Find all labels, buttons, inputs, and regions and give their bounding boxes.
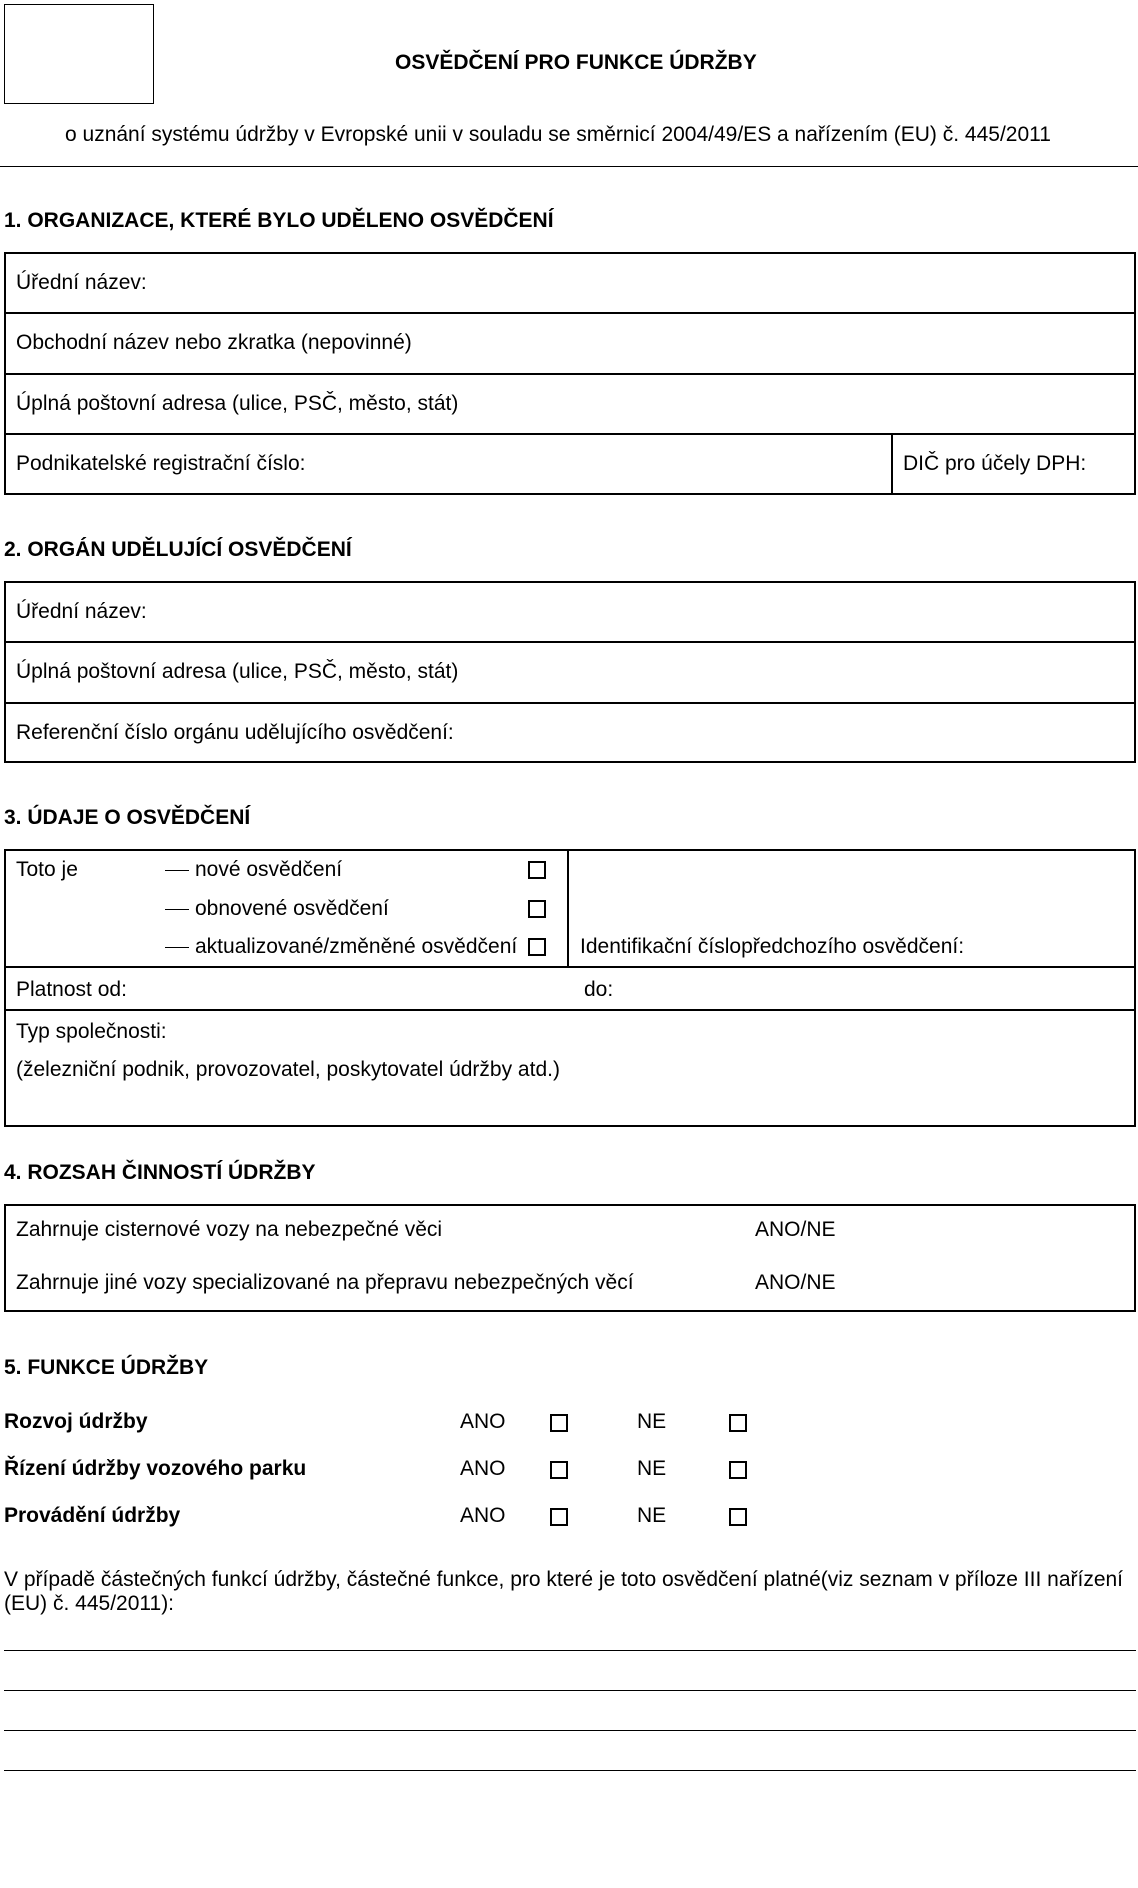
section3-col-divider bbox=[567, 849, 569, 967]
valid-to-field[interactable]: do: bbox=[584, 978, 614, 1001]
function-yes-checkbox[interactable] bbox=[550, 1414, 568, 1432]
section1-row-divider bbox=[4, 373, 1136, 375]
new-certificate-checkbox[interactable] bbox=[528, 861, 546, 879]
section5-heading: 5. FUNKCE ÚDRŽBY bbox=[4, 1356, 209, 1379]
section2-row-divider bbox=[4, 641, 1136, 643]
option-renewed: obnovené osvědčení bbox=[165, 897, 389, 921]
org-address-field[interactable]: Úplná poštovní adresa (ulice, PSČ, město, stát) bbox=[16, 392, 459, 415]
company-type-field[interactable]: Typ společnosti: bbox=[16, 1020, 167, 1043]
scope-row-label: Zahrnuje jiné vozy specializované na přepravu nebezpečných věcí bbox=[16, 1271, 634, 1294]
body-address-field[interactable]: Úplná poštovní adresa (ulice, PSČ, město, stát) bbox=[16, 660, 459, 683]
section1-row-divider bbox=[4, 433, 1136, 435]
scope-row-label: Zahrnuje cisternové vozy na nebezpečné věci bbox=[16, 1218, 443, 1241]
section4-heading: 4. ROZSAH ČINNOSTÍ ÚDRŽBY bbox=[4, 1161, 316, 1184]
answer-line[interactable] bbox=[4, 1770, 1136, 1771]
function-yes-label: ANO bbox=[460, 1410, 506, 1433]
answer-line[interactable] bbox=[4, 1690, 1136, 1691]
function-yes-checkbox[interactable] bbox=[550, 1461, 568, 1479]
section1-row-divider bbox=[4, 312, 1136, 314]
function-no-checkbox[interactable] bbox=[729, 1461, 747, 1479]
body-reference-field[interactable]: Referenční číslo orgánu udělujícího osvědčení: bbox=[16, 721, 454, 744]
section1-heading: 1. ORGANIZACE, KTERÉ BYLO UDĚLENO OSVĚDČENÍ bbox=[4, 209, 554, 232]
org-trade-name-field[interactable]: Obchodní název nebo zkratka (nepovinné) bbox=[16, 331, 412, 354]
function-yes-label: ANO bbox=[460, 1504, 506, 1527]
org-reg-number-field[interactable]: Podnikatelské registrační číslo: bbox=[16, 452, 306, 475]
function-yes-checkbox[interactable] bbox=[550, 1508, 568, 1526]
function-no-label: NE bbox=[637, 1504, 667, 1527]
function-no-label: NE bbox=[637, 1457, 667, 1480]
org-vat-field[interactable]: DIČ pro účely DPH: bbox=[903, 452, 1087, 475]
partial-functions-note: V případě částečných funkcí údržby, částečné funkce, pro které je toto osvědčení platné(viz seznam v příloze III nařízení (EU) č. 445/2011): bbox=[4, 1568, 1124, 1615]
company-type-hint: (železniční podnik, provozovatel, poskytovatel údržby atd.) bbox=[16, 1058, 560, 1081]
section2-row-divider bbox=[4, 702, 1136, 704]
section3-row-divider bbox=[4, 966, 1136, 968]
header-divider bbox=[0, 166, 1138, 167]
page-subtitle: o uznání systému údržby v Evropské unii v souladu se směrnicí 2004/49/ES a nařízením (EU) č. 445/2011 bbox=[65, 123, 1051, 146]
option-new: nové osvědčení bbox=[165, 858, 342, 882]
this-is-label: Toto je bbox=[16, 858, 78, 881]
function-row-label: Řízení údržby vozového parku bbox=[4, 1457, 307, 1480]
page-title: OSVĚDČENÍ PRO FUNKCE ÚDRŽBY bbox=[395, 51, 757, 74]
function-no-label: NE bbox=[637, 1410, 667, 1433]
function-row-label: Provádění údržby bbox=[4, 1504, 181, 1527]
renewed-certificate-checkbox[interactable] bbox=[528, 900, 546, 918]
org-official-name-field[interactable]: Úřední název: bbox=[16, 271, 147, 294]
answer-line[interactable] bbox=[4, 1730, 1136, 1731]
function-no-checkbox[interactable] bbox=[729, 1508, 747, 1526]
eu-emblem bbox=[4, 4, 154, 104]
section3-heading: 3. ÚDAJE O OSVĚDČENÍ bbox=[4, 806, 251, 829]
section3-box bbox=[4, 849, 1136, 1127]
section3-row-divider bbox=[4, 1009, 1136, 1011]
scope-row-value[interactable]: ANO/NE bbox=[755, 1218, 836, 1241]
body-official-name-field[interactable]: Úřední název: bbox=[16, 600, 147, 623]
section1-col-divider bbox=[891, 433, 893, 495]
answer-line[interactable] bbox=[4, 1650, 1136, 1651]
scope-row-value[interactable]: ANO/NE bbox=[755, 1271, 836, 1294]
function-no-checkbox[interactable] bbox=[729, 1414, 747, 1432]
valid-from-field[interactable]: Platnost od: bbox=[16, 978, 127, 1001]
function-row-label: Rozvoj údržby bbox=[4, 1410, 148, 1433]
updated-certificate-checkbox[interactable] bbox=[528, 938, 546, 956]
eu-stars-icon bbox=[5, 5, 151, 101]
previous-certificate-id-field[interactable]: Identifikační číslopředchozího osvědčení: bbox=[580, 935, 965, 958]
function-yes-label: ANO bbox=[460, 1457, 506, 1480]
option-updated: aktualizované/změněné osvědčení bbox=[165, 935, 517, 959]
section2-heading: 2. ORGÁN UDĚLUJÍCÍ OSVĚDČENÍ bbox=[4, 538, 352, 561]
